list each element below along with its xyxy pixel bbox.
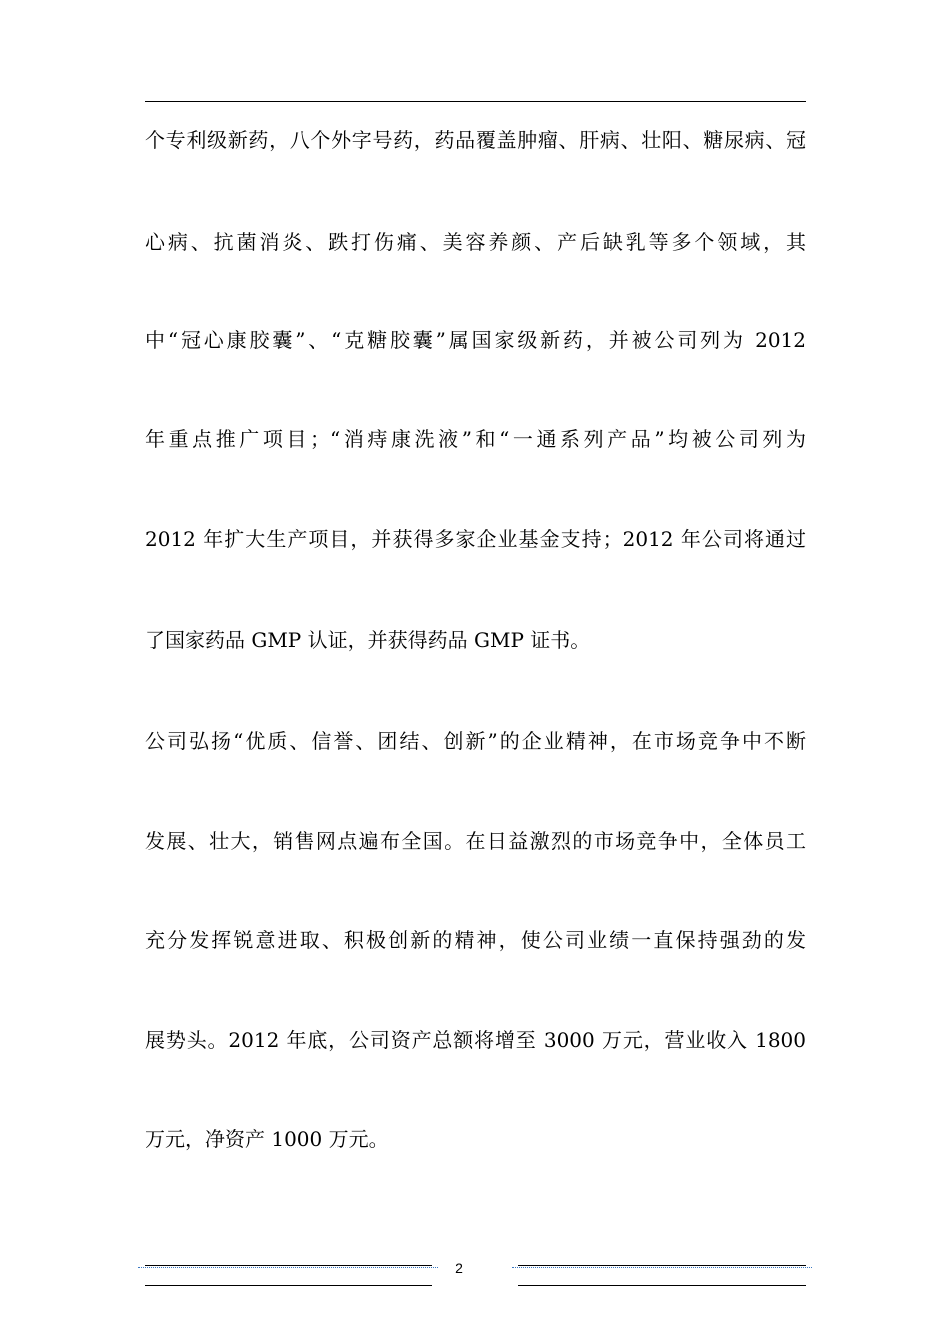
text-line: 公司弘扬“优质、信誉、团结、创新”的企业精神，在市场竞争中不断: [145, 729, 806, 753]
footer-rule-left-bottom: [145, 1285, 432, 1286]
footer-rule-right-top: [518, 1265, 806, 1266]
page-number: 2: [455, 1260, 463, 1276]
text-line: 年重点推广项目；“消痔康洗液”和“一通系列产品”均被公司列为: [145, 427, 806, 451]
text-line: 发展、壮大，销售网点遍布全国。在日益激烈的市场竞争中，全体员工: [145, 829, 806, 853]
text-line: 个专利级新药，八个外字号药，药品覆盖肿瘤、肝病、壮阳、糖尿病、冠: [145, 128, 806, 152]
text-line: 充分发挥锐意进取、积极创新的精神，使公司业绩一直保持强劲的发: [145, 928, 806, 952]
text-line: 心病、抗菌消炎、跌打伤痛、美容养颜、产后缺乳等多个领域，其: [145, 230, 806, 254]
header-rule: [145, 101, 806, 102]
text-line: 展势头。2012 年底，公司资产总额将增至 3000 万元，营业收入 1800: [145, 1028, 806, 1052]
text-line: 2012 年扩大生产项目，并获得多家企业基金支持；2012 年公司将通过: [145, 527, 806, 551]
text-line: 中“冠心康胶囊”、“克糖胶囊”属国家级新药，并被公司列为 2012: [145, 328, 806, 352]
footer-rule-right-bottom: [518, 1285, 806, 1286]
footer-dotted-line-left: [138, 1267, 438, 1268]
footer-dotted-line-right: [512, 1267, 812, 1268]
text-line: 了国家药品 GMP 认证，并获得药品 GMP 证书。: [145, 628, 591, 652]
text-line: 万元，净资产 1000 万元。: [145, 1127, 389, 1151]
footer-rule-left-top: [145, 1265, 432, 1266]
